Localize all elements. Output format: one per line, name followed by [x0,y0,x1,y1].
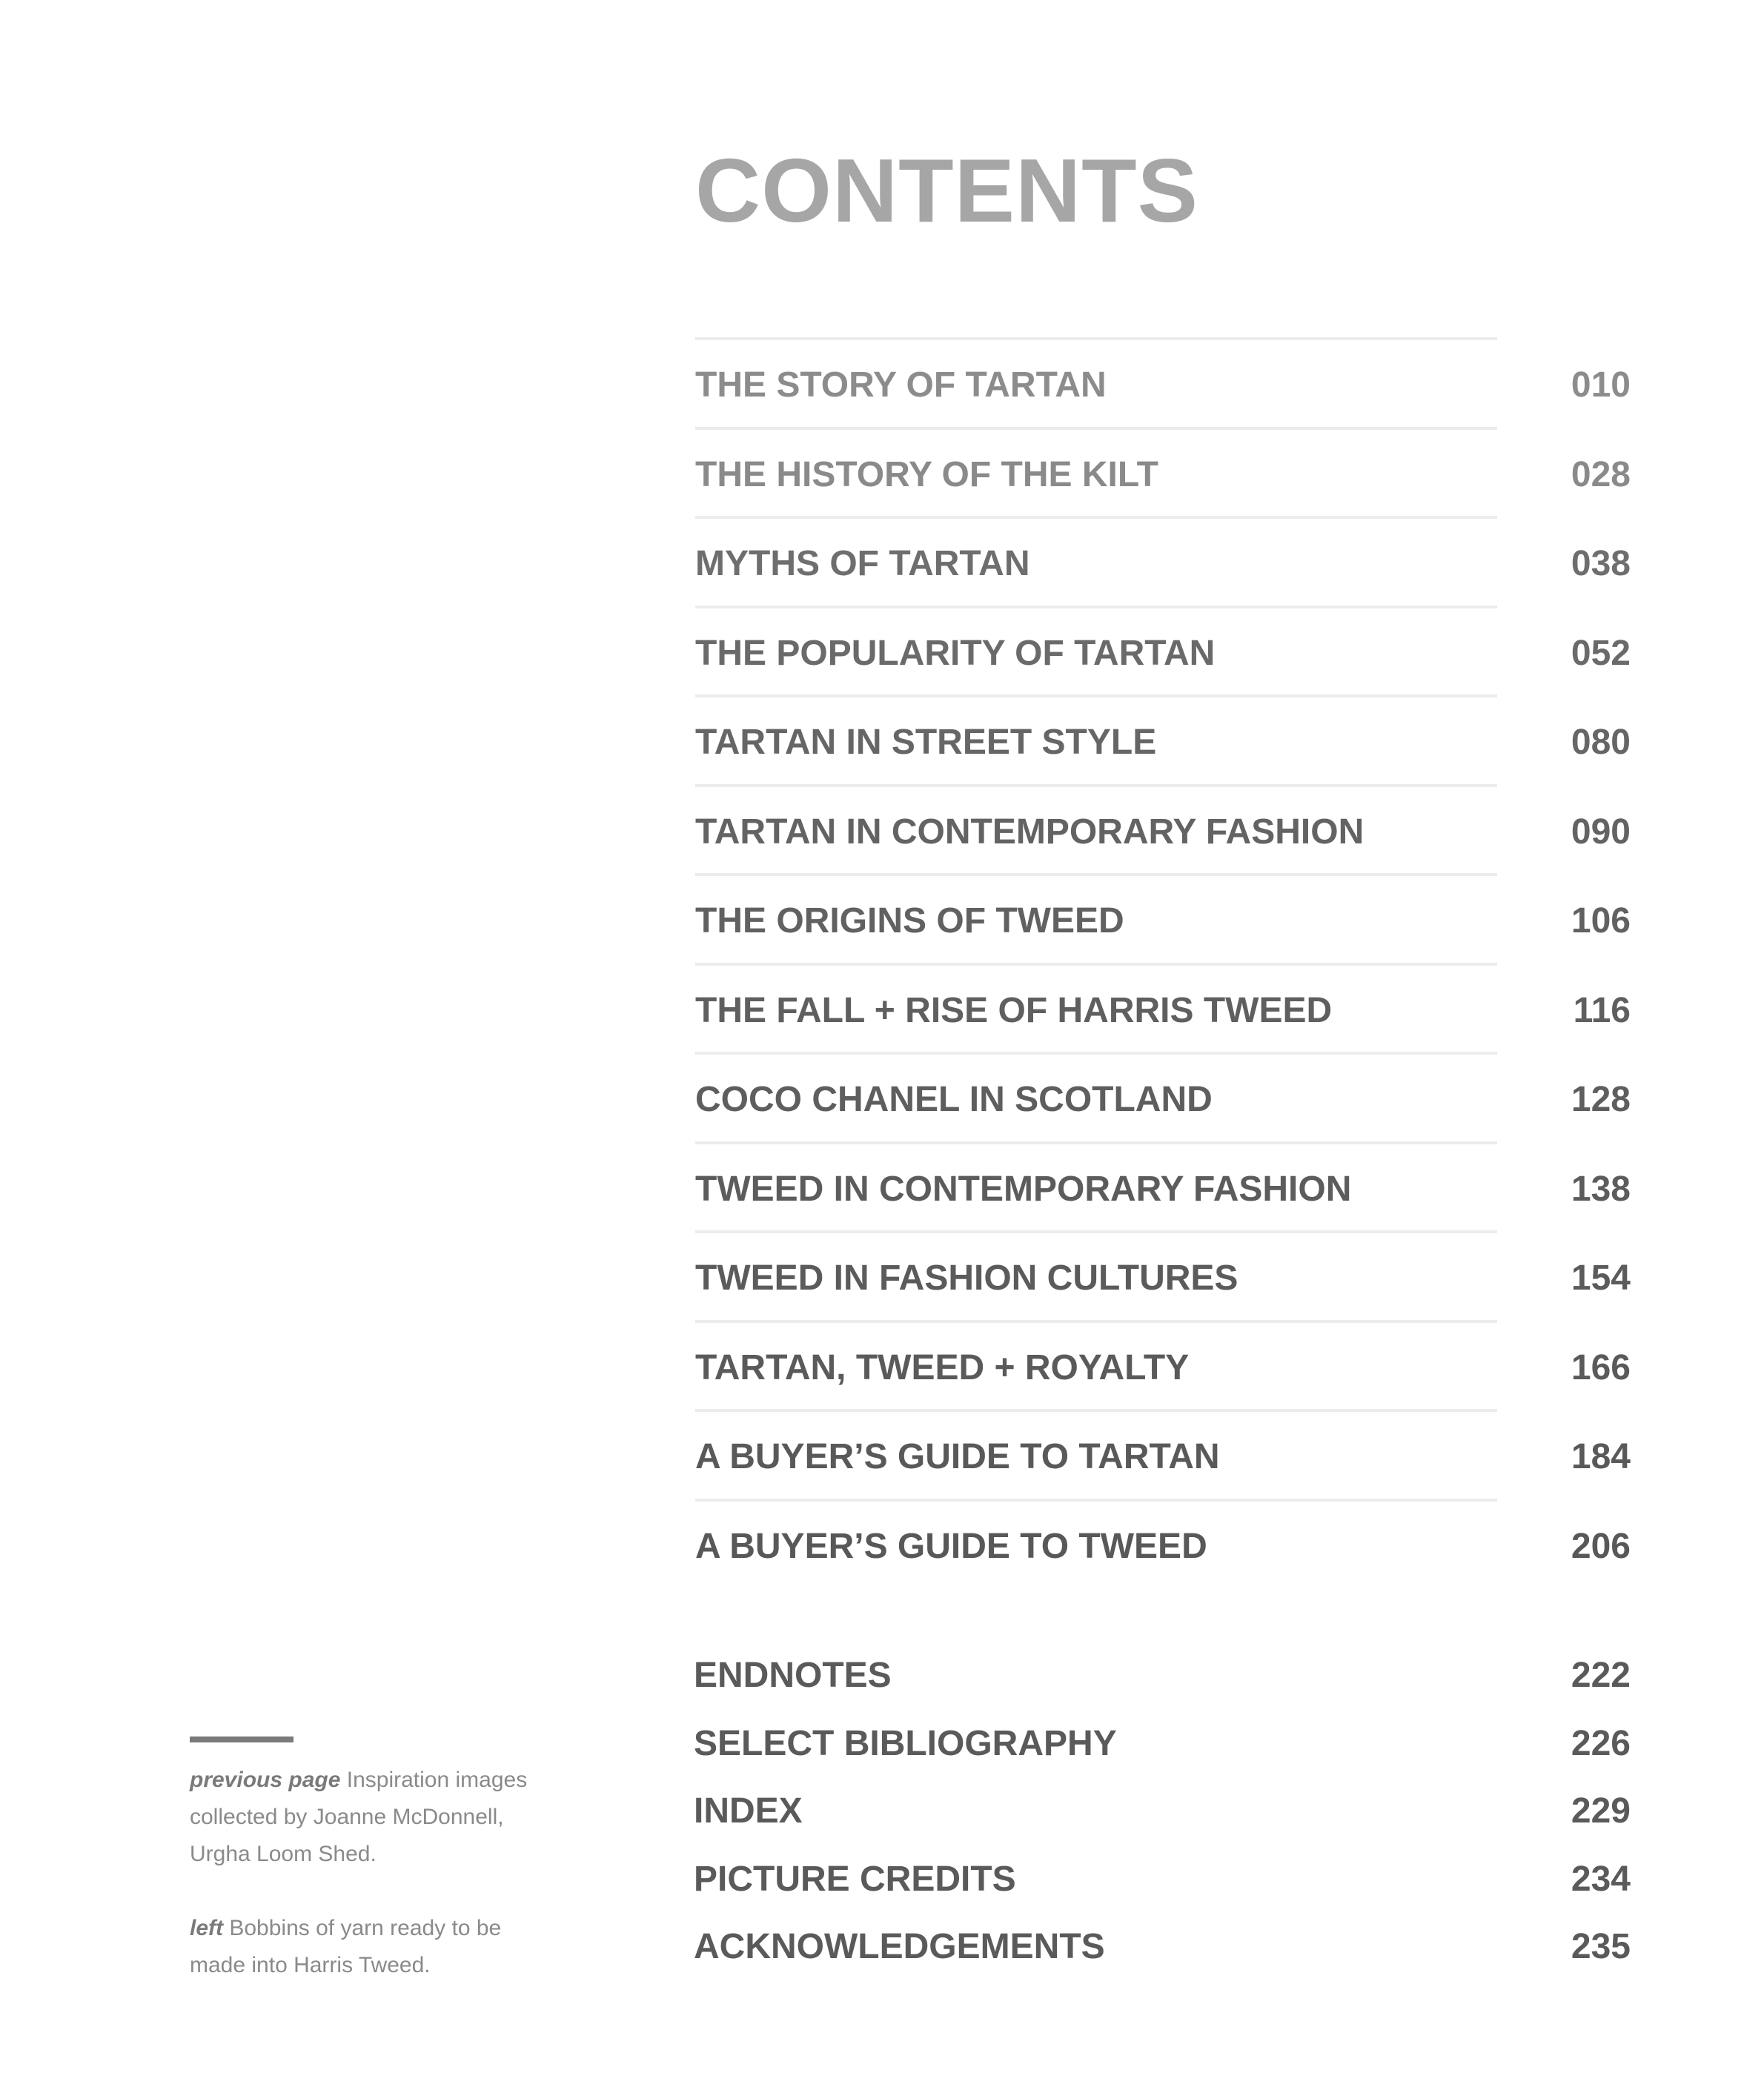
chapter-title: THE ORIGINS OF TWEED [695,901,1124,941]
divider [695,337,1497,340]
chapter-title: A BUYER’S GUIDE TO TWEED [695,1526,1207,1566]
chapter-title: TWEED IN CONTEMPORARY FASHION [695,1169,1352,1209]
page-number: 080 [1571,723,1631,762]
chapter-title: TARTAN IN STREET STYLE [695,723,1157,762]
chapter-title: THE STORY OF TARTAN [695,365,1107,405]
toc-entry [695,873,1631,963]
divider [695,1499,1497,1502]
divider [695,1409,1497,1412]
toc-entry [695,1141,1631,1231]
page-number: 028 [1571,454,1631,494]
toc-entry [695,427,1631,517]
back-matter-entry [694,1654,1631,1722]
back-matter-entry [694,1926,1631,1994]
caption-text: Bobbins of yarn ready to be [229,1916,502,1940]
section-title: ACKNOWLEDGEMENTS [694,1927,1105,1966]
chapter-title: MYTHS OF TARTAN [695,544,1030,583]
caption-lead: previous page [190,1768,341,1792]
toc-entry [695,516,1631,606]
page-number: 206 [1571,1526,1631,1566]
back-matter-list [694,1654,1631,1994]
divider [695,606,1497,608]
back-matter-entry [694,1858,1631,1926]
caption-lead: left [190,1916,223,1940]
page-number: 128 [1571,1080,1631,1119]
page-number: 222 [1571,1656,1631,1695]
caption-text: Urgha Loom Shed. [190,1842,377,1866]
page-number: 166 [1571,1347,1631,1387]
page-number: 038 [1571,544,1631,583]
divider [695,516,1497,519]
chapter-list [695,337,1631,1588]
divider [695,963,1497,966]
divider [695,1141,1497,1144]
toc-entry [695,1499,1631,1588]
caption-left [190,1910,575,1984]
section-title: SELECT BIBLIOGRAPHY [694,1723,1117,1763]
page-number: 090 [1571,812,1631,852]
caption-text: Inspiration images [346,1768,528,1792]
section-title: ENDNOTES [694,1656,892,1695]
back-matter-entry [694,1722,1631,1791]
page-title: CONTENTS [695,140,1198,241]
toc-entry [695,694,1631,784]
page-number: 184 [1571,1437,1631,1476]
page-number: 106 [1571,901,1631,941]
toc-entry [695,784,1631,874]
page-number: 116 [1573,990,1631,1030]
page-number: 235 [1571,1927,1631,1966]
chapter-title: TARTAN IN CONTEMPORARY FASHION [695,812,1365,852]
toc-entry [695,963,1631,1052]
divider [695,427,1497,430]
toc-entry [695,606,1631,695]
toc-entry [695,337,1631,427]
chapter-title: A BUYER’S GUIDE TO TARTAN [695,1437,1220,1476]
toc-entry [695,1230,1631,1320]
divider [695,784,1497,787]
page-number: 226 [1571,1723,1631,1763]
divider [695,694,1497,697]
caption-text: collected by Joanne McDonnell, [190,1805,504,1829]
caption-text: made into Harris Tweed. [190,1953,431,1977]
caption-divider [190,1737,294,1742]
chapter-title: THE FALL + RISE OF HARRIS TWEED [695,990,1333,1030]
caption-previous-page [190,1762,575,1873]
chapter-title: THE POPULARITY OF TARTAN [695,633,1216,673]
page-number: 052 [1571,633,1631,673]
divider [695,1230,1497,1233]
divider [695,1320,1497,1323]
chapter-title: TWEED IN FASHION CULTURES [695,1258,1239,1298]
section-title: INDEX [694,1791,803,1831]
page-number: 154 [1571,1258,1631,1298]
toc-entry [695,1409,1631,1499]
page-number: 234 [1571,1859,1631,1899]
section-title: PICTURE CREDITS [694,1859,1016,1899]
toc-entry [695,1052,1631,1141]
back-matter-entry [694,1790,1631,1858]
chapter-title: THE HISTORY OF THE KILT [695,454,1158,494]
chapter-title: TARTAN, TWEED + ROYALTY [695,1347,1190,1387]
page-number: 138 [1571,1169,1631,1209]
page-number: 229 [1571,1791,1631,1831]
page-number: 010 [1571,365,1631,405]
chapter-title: COCO CHANEL IN SCOTLAND [695,1080,1213,1119]
divider [695,873,1497,876]
divider [695,1052,1497,1055]
toc-entry [695,1320,1631,1410]
